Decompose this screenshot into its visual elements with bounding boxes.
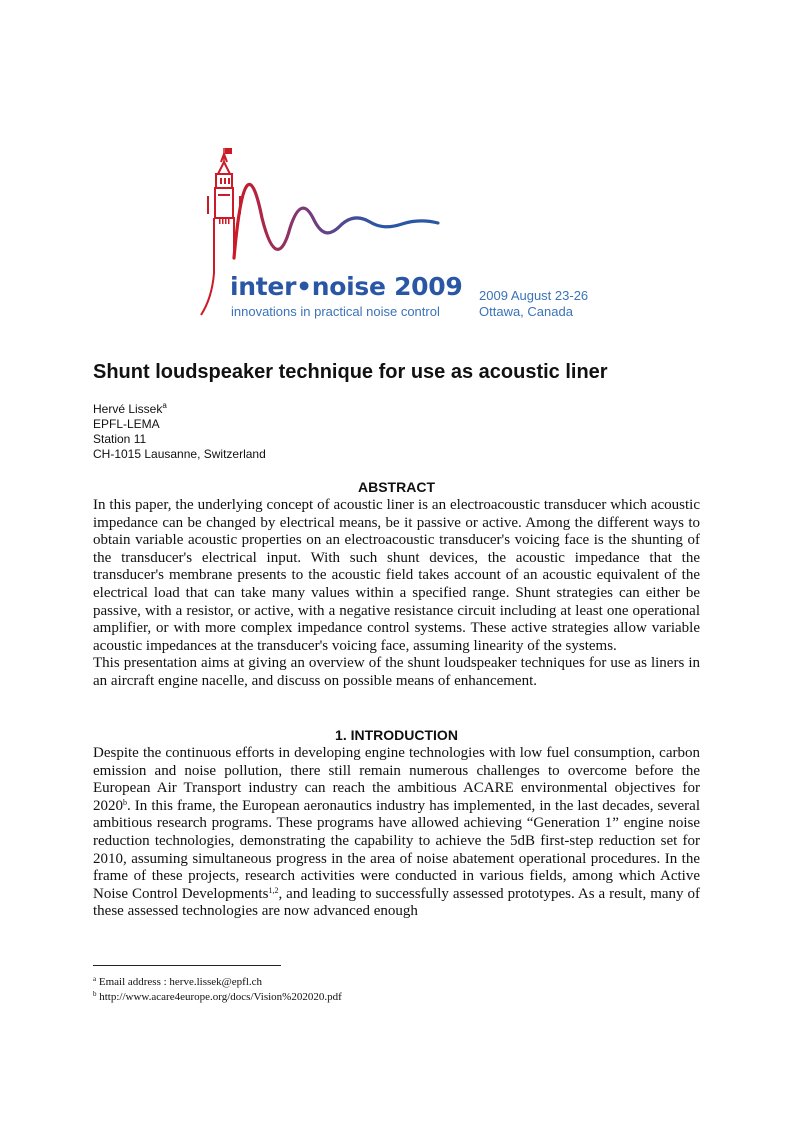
- footnote-item: $^b$ http://www.acare4europe.org/docs/Vision%202020.pdf: [93, 990, 342, 1003]
- introduction-body: [93, 745, 700, 921]
- affiliation-line: CH-1015 Lausanne, Switzerland: [93, 447, 266, 461]
- logo-brand-text: inter•noise 2009: [230, 272, 463, 301]
- paper-title: Shunt loudspeaker technique for use as acoustic liner: [93, 361, 608, 383]
- abstract-paragraph: This presentation aims at giving an overview of the shunt loudspeaker techniques for use as liners in an aircraft engine nacelle, and discuss on possible means of enhancement.: [93, 655, 700, 689]
- citation-ref: 1,2: [268, 885, 279, 895]
- sound-wave-icon: [234, 184, 438, 258]
- logo-tagline: innovations in practical noise control: [231, 304, 440, 319]
- conference-date: 2009 August 23-26: [479, 288, 589, 303]
- affiliation-line: Station 11: [93, 432, 147, 446]
- abstract-paragraph: In this paper, the underlying concept of acoustic liner is an electroacoustic transducer which acoustic impedance can be changed by electrical means, be it passive or active. Among the different ways to obtain variable acoustic properties on an electroacoustic transducer's voicing face is the shunting of the transducer's electrical input. With such shunt devices, the acoustic impedance that the transducer's membrane presents to the acoustic field takes account of an acoustic equivalent of the electrical load that can take many values within a specified range. Shunt strategies can either be passive, with a resistor, or active, with a negative resistance circuit including at least one operational amplifier, or with more complex impedance control systems. These active strategies allow variable acoustic impedances at the transducer's voicing face, assuming linearity of the systems.: [93, 497, 700, 654]
- flag-icon: [225, 148, 232, 154]
- author-footnote-marker: a: [162, 401, 167, 410]
- author-name: Hervé Lissek$^a$: [93, 401, 167, 416]
- footnote-ref: b: [123, 797, 127, 807]
- abstract-body: [93, 497, 700, 691]
- conference-logo: [190, 148, 610, 323]
- introduction-heading: 1. INTRODUCTION: [335, 727, 458, 743]
- introduction-paragraph: Despite the continuous efforts in developing engine technologies with low fuel consumption, carbon emission and noise pollution, there still remain numerous challenges to overcome before the European Air Transport industry can reach the ambitious ACARE environmental objectives for 2020$^b$. In this frame, the European aeronautics industry has implemented, in the last decades, several ambitious research programs. These programs have allowed achieving “Generation 1” engine noise reduction technologies, demonstrating the capability to achieve the 5dB first-step reduction set for 2010, assuming simultaneous progress in the area of noise abatement operational procedures. In the frame of these projects, research activities were conducted in various fields, among which Active Noise Control Developments$^{1,2}$, and leading to successfully assessed prototypes. As a result, many of these assessed technologies are now advanced enough: [93, 745, 700, 920]
- affiliation-line: EPFL-LEMA: [93, 417, 160, 431]
- conference-location: Ottawa, Canada: [479, 304, 573, 319]
- footnote-divider: [93, 965, 281, 966]
- abstract-heading: ABSTRACT: [358, 479, 435, 495]
- author-block: [93, 402, 266, 462]
- footnote-item: $^a$ Email address : herve.lissek@epfl.ch: [93, 975, 263, 988]
- footnotes: [93, 975, 342, 1005]
